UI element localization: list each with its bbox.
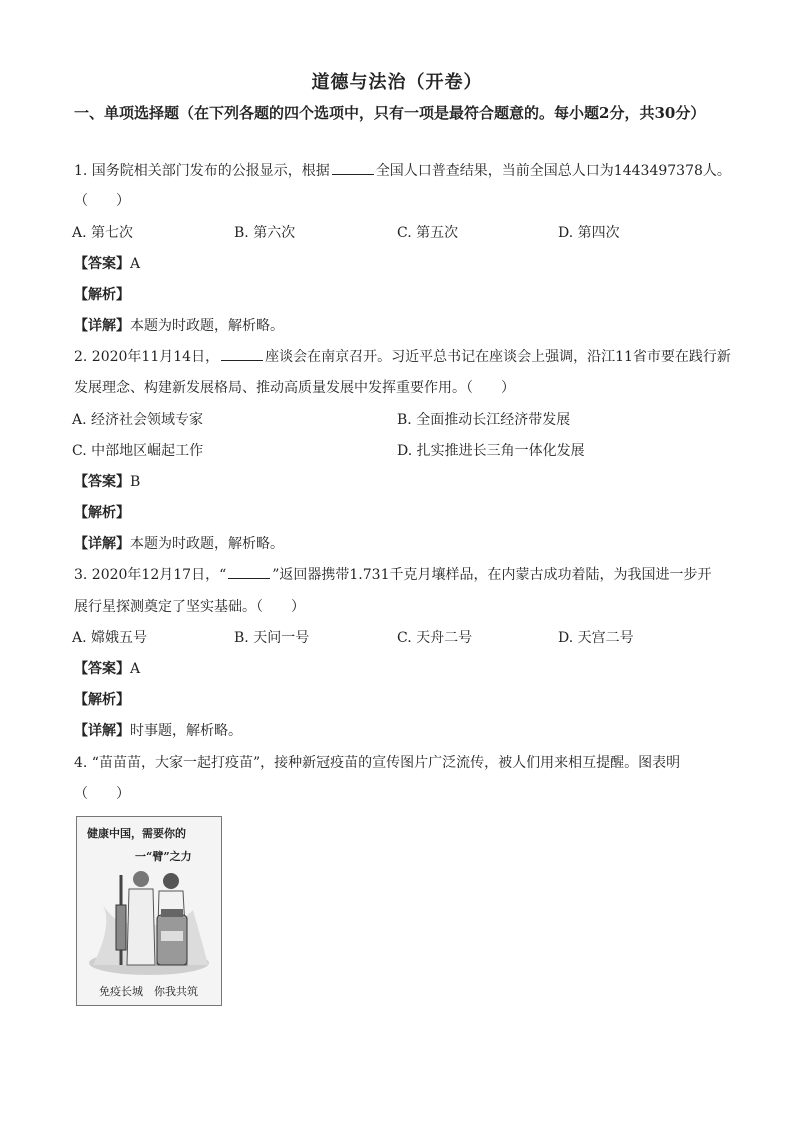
question-2-detail: [74, 533, 284, 553]
question-3-blank: [228, 564, 270, 579]
question-3-stem: [74, 564, 711, 584]
question-2-blank: [221, 346, 263, 361]
question-4-paren: （ ）: [74, 786, 130, 802]
question-1-option-c[interactable]: C. 第五次: [397, 225, 459, 241]
question-3-detail: [74, 720, 242, 740]
poster-illustration: [83, 865, 215, 977]
question-3-answer: [74, 658, 140, 678]
detail-tag: 【详解】: [74, 536, 130, 552]
section-heading: 一、单项选择题（在下列各题的四个选项中，只有一项是最符合题意的。每小题2分，共30分）: [74, 104, 706, 122]
question-1-paren: （ ）: [74, 193, 130, 209]
question-2-analysis: 【解析】: [74, 505, 130, 521]
question-1-detail: [74, 315, 284, 335]
question-2-stem-line2: 发展理念、构建新发展格局、推动高质量发展中发挥重要作用。（ ）: [74, 380, 515, 396]
question-1-option-d[interactable]: D. 第四次: [558, 225, 620, 241]
question-3-text-a: 3. 2020年12月17日，“: [74, 567, 227, 583]
detail-text: 本题为时政题，解析略。: [130, 536, 284, 552]
question-2-option-d[interactable]: D. 扎实推进长三角一体化发展: [397, 443, 585, 459]
question-1-text-b: 全国人口普查结果，当前全国总人口为1443497378人。: [375, 163, 731, 179]
question-3-text-b: ”返回器携带1.731千克月壤样品，在内蒙古成功着陆，为我国进一步开: [272, 567, 712, 583]
answer-tag: 【答案】: [74, 256, 130, 272]
question-3-option-c[interactable]: C. 天舟二号: [397, 630, 473, 646]
question-1-blank: [332, 160, 374, 175]
question-1-text-a: 1. 国务院相关部门发布的公报显示，根据: [74, 163, 330, 179]
question-2-answer: [74, 471, 140, 491]
answer-tag: 【答案】: [74, 474, 130, 490]
answer-value: B: [130, 474, 141, 490]
question-1-stem: [74, 160, 731, 180]
question-3-option-b[interactable]: B. 天问一号: [234, 630, 310, 646]
question-3-option-a[interactable]: A. 嫦娥五号: [72, 630, 148, 646]
question-3-stem-line2: 展行星探测奠定了坚实基础。（ ）: [74, 599, 305, 615]
question-1-option-b[interactable]: B. 第六次: [234, 225, 296, 241]
answer-value: A: [130, 256, 141, 272]
question-2-option-c[interactable]: C. 中部地区崛起工作: [72, 443, 204, 459]
answer-value: A: [130, 661, 141, 677]
page-title: 道德与法治（开卷）: [311, 72, 483, 93]
question-2-text-b: 座谈会在南京召开。习近平总书记在座谈会上强调，沿江11省市要在践行新: [265, 349, 731, 365]
question-1-option-a[interactable]: A. 第七次: [72, 225, 134, 241]
detail-tag: 【详解】: [74, 318, 130, 334]
question-4-stem: 4. “苗苗苗，大家一起打疫苗”，接种新冠疫苗的宣传图片广泛流传，被人们用来相互提醒。图表明: [74, 755, 681, 771]
question-1-analysis: 【解析】: [74, 287, 130, 303]
answer-tag: 【答案】: [74, 661, 130, 677]
question-2-option-a[interactable]: A. 经济社会领域专家: [72, 412, 204, 428]
question-2-stem: [74, 346, 731, 366]
question-2-text-a: 2. 2020年11月14日，: [74, 349, 220, 365]
detail-text: 时事题，解析略。: [130, 723, 242, 739]
detail-text: 本题为时政题，解析略。: [130, 318, 284, 334]
question-3-analysis: 【解析】: [74, 692, 130, 708]
poster-caption-arm: 一“臂”之力: [135, 850, 192, 863]
question-2-option-b[interactable]: B. 全面推动长江经济带发展: [397, 412, 571, 428]
question-3-option-d[interactable]: D. 天宫二号: [558, 630, 634, 646]
question-1-answer: [74, 253, 140, 273]
vaccine-poster-image: [76, 816, 222, 1006]
poster-caption-bottom: 免疫长城 你我共筑: [99, 985, 198, 998]
poster-caption-top: 健康中国，需要你的: [87, 827, 186, 840]
detail-tag: 【详解】: [74, 723, 130, 739]
